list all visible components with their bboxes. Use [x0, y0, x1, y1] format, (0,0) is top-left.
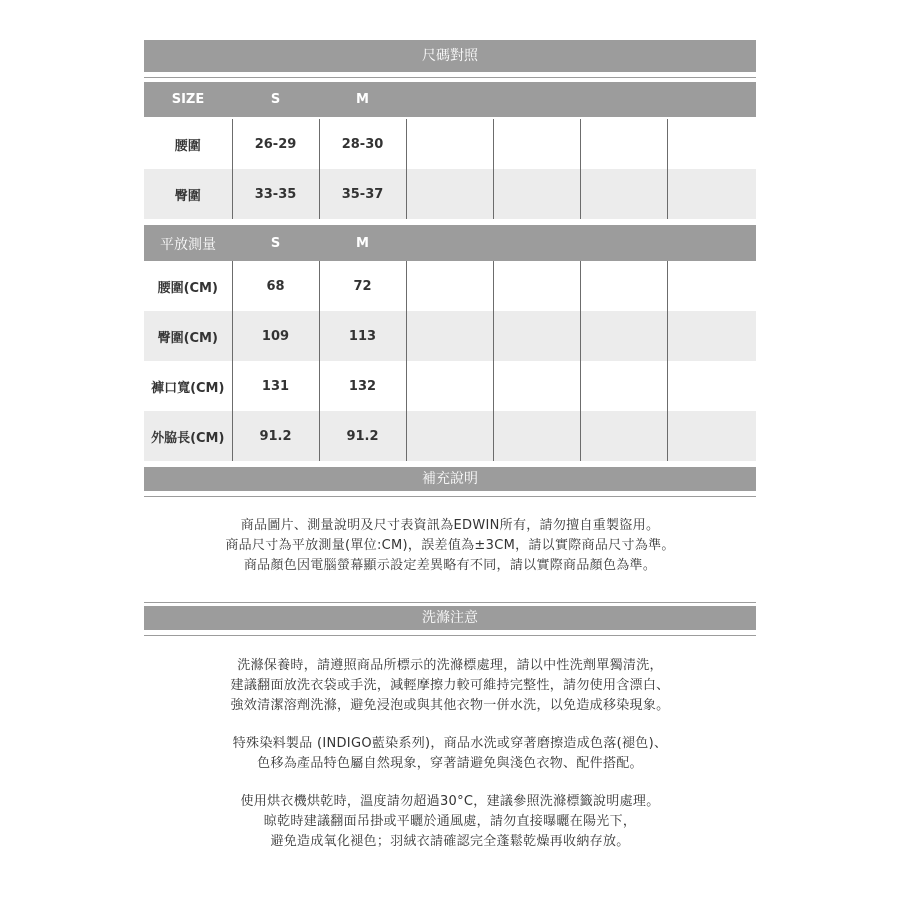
supplement-title: 補充說明 — [144, 467, 756, 491]
note-line: 使用烘衣機烘乾時，溫度請勿超過30°C，建議參照洗滌標籤說明處理。 — [240, 794, 660, 809]
cell-value: 33-35 — [232, 169, 319, 219]
cell-value: 35-37 — [319, 169, 406, 219]
header-size: SIZE — [144, 82, 232, 117]
note-line: 強效清潔溶劑洗滌，避免浸泡或與其他衣物一併水洗，以免造成移染現象。 — [230, 698, 670, 713]
supplement-notes — [144, 516, 756, 576]
flat-measure-table — [144, 226, 756, 461]
cell-value: 113 — [319, 311, 406, 361]
note-line: 建議翻面放洗衣袋或手洗，減輕摩擦力較可維持完整性，請勿使用含漂白、 — [230, 678, 670, 693]
size-chart-body — [144, 119, 756, 219]
table-row — [144, 169, 756, 219]
table-row — [144, 311, 756, 361]
header-m: M — [319, 226, 406, 261]
row-label: 褲口寬(CM) — [144, 361, 232, 411]
note-line: 商品圖片、測量說明及尺寸表資訊為EDWIN所有，請勿擅自重製盜用。 — [240, 518, 660, 533]
table-row — [144, 361, 756, 411]
table-row — [144, 119, 756, 169]
flat-measure-header-row — [144, 226, 756, 261]
header-s: S — [232, 82, 319, 117]
washing-title: 洗滌注意 — [144, 606, 756, 630]
cell-value: 68 — [232, 261, 319, 311]
size-chart-title: 尺碼對照 — [144, 40, 756, 72]
note-line: 商品尺寸為平放測量(單位:CM)，誤差值為±3CM，請以實際商品尺寸為準。 — [225, 538, 675, 553]
header-m: M — [319, 82, 406, 117]
header-s: S — [232, 226, 319, 261]
note-line: 晾乾時建議翻面吊掛或平曬於通風處，請勿直接曝曬在陽光下， — [263, 814, 637, 829]
table-row — [144, 261, 756, 311]
size-info-panel — [144, 40, 756, 852]
note-line: 色移為產品特色屬自然現象，穿著請避免與淺色衣物、配件搭配。 — [257, 756, 643, 771]
row-label: 臀圍(CM) — [144, 311, 232, 361]
note-line: 特殊染料製品 (INDIGO藍染系列)，商品水洗或穿著磨擦造成色落(褪色)、 — [232, 736, 668, 751]
note-line: 商品顏色因電腦螢幕顯示設定差異略有不同，請以實際商品顏色為準。 — [243, 558, 657, 573]
cell-value: 26-29 — [232, 119, 319, 169]
row-label: 腰圍(CM) — [144, 261, 232, 311]
washing-notes — [144, 656, 756, 852]
size-chart-table — [144, 82, 756, 117]
cell-value: 28-30 — [319, 119, 406, 169]
header-flat-measure: 平放測量 — [144, 226, 232, 261]
row-label: 臀圍 — [144, 169, 232, 219]
cell-value: 91.2 — [232, 411, 319, 461]
note-line: 避免造成氧化褪色；羽絨衣請確認完全蓬鬆乾燥再收納存放。 — [270, 834, 630, 849]
cell-value: 72 — [319, 261, 406, 311]
row-label: 外脇長(CM) — [144, 411, 232, 461]
cell-value: 132 — [319, 361, 406, 411]
note-line: 洗滌保養時，請遵照商品所標示的洗滌標處理，請以中性洗劑單獨清洗， — [237, 658, 663, 673]
size-chart-header-row — [144, 82, 756, 117]
cell-value: 109 — [232, 311, 319, 361]
cell-value: 91.2 — [319, 411, 406, 461]
row-label: 腰圍 — [144, 119, 232, 169]
cell-value: 131 — [232, 361, 319, 411]
table-row — [144, 411, 756, 461]
